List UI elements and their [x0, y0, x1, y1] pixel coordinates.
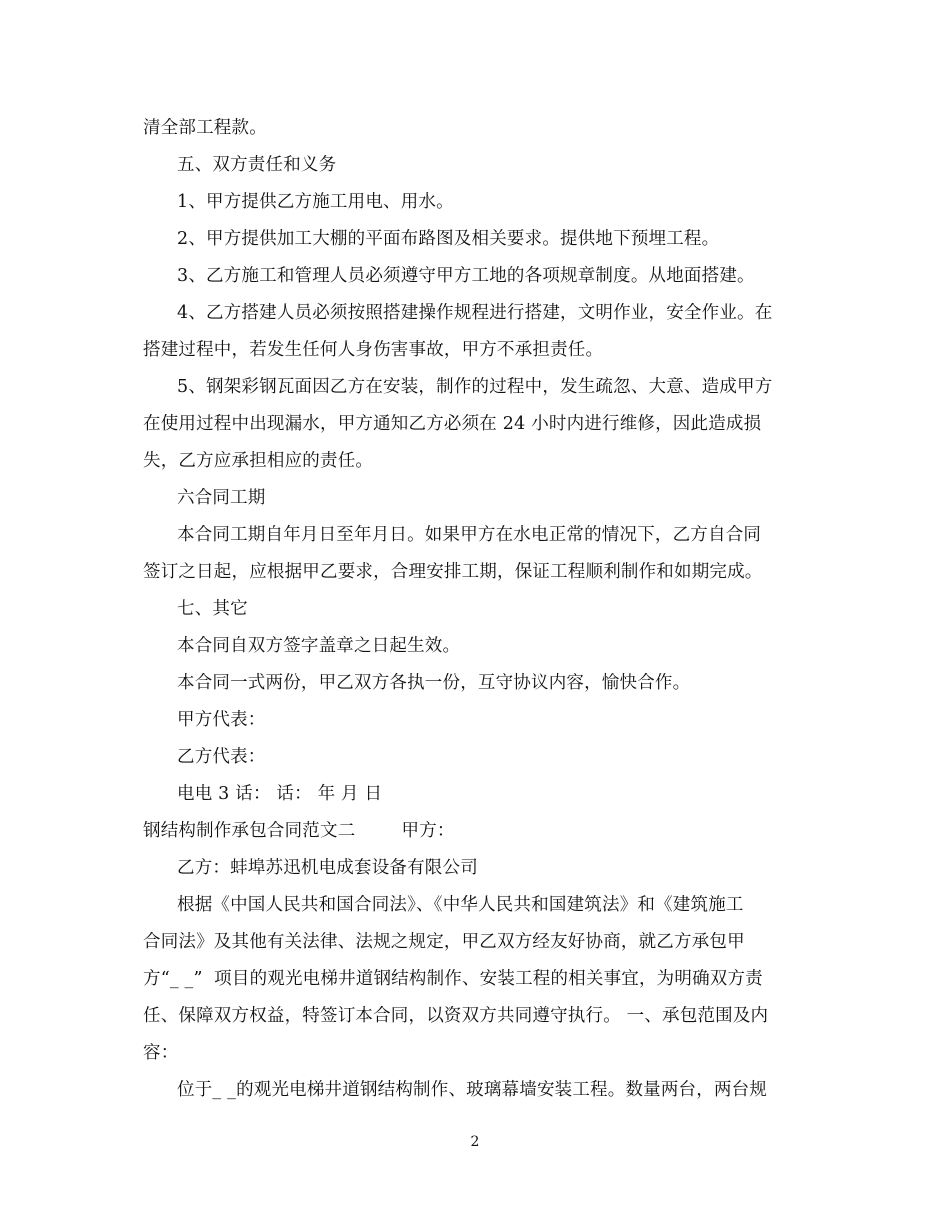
text-line: 5、钢架彩钢瓦面因乙方在安装，制作的过程中，发生疏忽、大意、造成甲方: [177, 377, 773, 397]
text-line: 合同法》及其他有关法律、法规之规定，甲乙双方经友好协商，就乙方承包甲: [143, 932, 745, 952]
text-line: 本合同自双方签字盖章之日起生效。: [177, 636, 461, 656]
text-line: 本合同一式两份，甲乙双方各执一份，互守协议内容，愉快合作。: [177, 673, 691, 693]
text-line: 1、甲方提供乙方施工用电、用水。: [177, 192, 454, 212]
text-line: 清全部工程款。: [143, 118, 267, 138]
text-line: 4、乙方搭建人员必须按照搭建操作规程进行搭建，文明作业，安全作业。在: [177, 303, 773, 323]
section-heading: 七、其它: [177, 599, 248, 619]
document-subtitle: 钢结构制作承包合同范文二 甲方：: [143, 821, 455, 841]
text-line: 签订之日起，应根据甲乙要求，合理安排工期，保证工程顺利制作和如期完成。: [143, 562, 763, 582]
text-line: 根据《中国人民共和国合同法》、《中华人民共和国建筑法》和《建筑施工: [177, 895, 744, 915]
text-line: 搭建过程中，若发生任何人身伤害事故，甲方不承担责任。: [143, 340, 604, 360]
text-line: 方“_ _” 项目的观光电梯井道钢结构制作、安装工程的相关事宜，为明确双方责: [143, 969, 763, 989]
text-line: 任、保障双方权益，特签订本合同，以资双方共同遵守执行。 一、承包范围及内: [143, 1006, 769, 1026]
page-number: 2: [470, 1134, 480, 1150]
text-line: 容：: [143, 1043, 179, 1063]
signature-label: 甲方代表：: [177, 710, 266, 730]
text-line: 2、甲方提供加工大棚的平面布路图及相关要求。提供地下预埋工程。: [177, 229, 720, 249]
contact-line: 电电 3 话： 话： 年 月 日: [177, 784, 383, 804]
text-line: 本合同工期自年月日至年月日。如果甲方在水电正常的情况下，乙方自合同: [177, 525, 762, 545]
text-line: 位于_ _的观光电梯井道钢结构制作、玻璃幕墙安装工程。数量两台，两台规: [177, 1080, 768, 1100]
party-line: 乙方：蚌埠苏迅机电成套设备有限公司: [177, 858, 478, 878]
signature-label: 乙方代表：: [177, 747, 266, 767]
text-line: 3、乙方施工和管理人员必须遵守甲方工地的各项规章制度。从地面搭建。: [177, 266, 755, 286]
text-line: 失，乙方应承担相应的责任。: [143, 451, 374, 471]
text-line: 在使用过程中出现漏水，甲方通知乙方必须在 24 小时内进行维修，因此造成损: [143, 414, 762, 434]
section-heading: 六合同工期: [177, 488, 266, 508]
section-heading: 五、双方责任和义务: [177, 155, 337, 175]
